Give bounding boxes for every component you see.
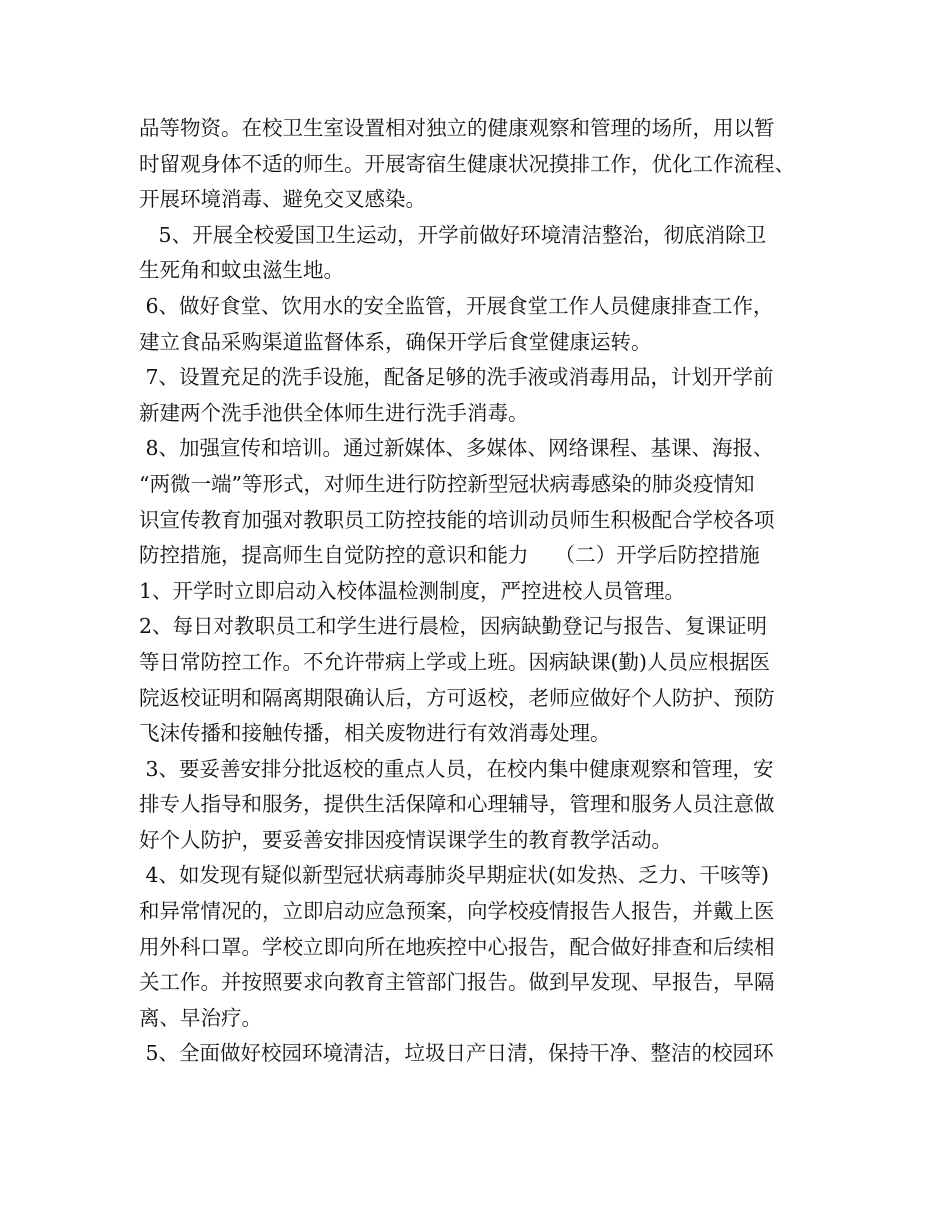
- text-line: 建立食品采购渠道监督体系，确保开学后食堂健康运转。: [139, 329, 652, 354]
- text-line: 4、如发现有疑似新型冠状病毒肺炎早期症状(如发热、乏力、干咳等): [139, 863, 770, 888]
- text-line: 院返校证明和隔离期限确认后，方可返校，老师应做好个人防护、预防: [139, 685, 775, 710]
- text-line: 防控措施，提高师生自觉防控的意识和能力 （二）开学后防控措施: [139, 543, 760, 568]
- text-line: 和异常情况的，立即启动应急预案，向学校疫情报告人报告，并戴上医: [139, 899, 775, 924]
- text-line: “两微一端”等形式，对师生进行防控新型冠状病毒感染的肺炎疫情知: [139, 471, 755, 496]
- text-line: 好个人防护，要妥善安排因疫情误课学生的教育教学活动。: [139, 827, 672, 852]
- text-line: 识宣传教育加强对教职员工防控技能的培训动员师生积极配合学校各项: [139, 507, 775, 532]
- text-line: 时留观身体不适的师生。开展寄宿生健康状况摸排工作，优化工作流程、: [139, 151, 795, 176]
- text-line: 飞沫传播和接触传播，相关废物进行有效消毒处理。: [139, 721, 611, 746]
- text-line: 6、做好食堂、饮用水的安全监管，开展食堂工作人员健康排查工作，: [139, 293, 774, 318]
- text-line: 等日常防控工作。不允许带病上学或上班。因病缺课(勤)人员应根据医: [139, 649, 770, 674]
- text-line: 用外科口罩。学校立即向所在地疾控中心报告，配合做好排查和后续相: [139, 934, 775, 959]
- text-line: 7、设置充足的洗手设施，配备足够的洗手液或消毒用品，计划开学前: [139, 365, 774, 390]
- text-line: 5、全面做好校园环境清洁，垃圾日产日清，保持干净、整洁的校园环: [139, 1041, 774, 1066]
- text-line: 1、开学时立即启动入校体温检测制度，严控进校人员管理。: [139, 578, 686, 603]
- text-line: 2、每日对教职员工和学生进行晨检，因病缺勤登记与报告、复课证明: [139, 614, 768, 639]
- document-body: [139, 111, 829, 1072]
- text-line: 开展环境消毒、避免交叉感染。: [139, 187, 426, 212]
- text-line: 关工作。并按照要求向教育主管部门报告。做到早发现、早报告，早隔: [139, 970, 775, 995]
- text-line: 生死角和蚊虫滋生地。: [139, 258, 344, 283]
- text-line: 8、加强宣传和培训。通过新媒体、多媒体、网络课程、基课、海报、: [139, 436, 774, 461]
- text-line: 新建两个洗手池供全体师生进行洗手消毒。: [139, 400, 529, 425]
- text-line: 5、开展全校爱国卫生运动，开学前做好环境清洁整治，彻底消除卫: [139, 222, 767, 247]
- text-line: 排专人指导和服务，提供生活保障和心理辅导，管理和服务人员注意做: [139, 792, 775, 817]
- text-line: 离、早治疗。: [139, 1005, 262, 1030]
- text-line: 品等物资。在校卫生室设置相对独立的健康观察和管理的场所，用以暂: [139, 116, 775, 140]
- text-line: 3、要妥善安排分批返校的重点人员，在校内集中健康观察和管理，安: [139, 756, 774, 781]
